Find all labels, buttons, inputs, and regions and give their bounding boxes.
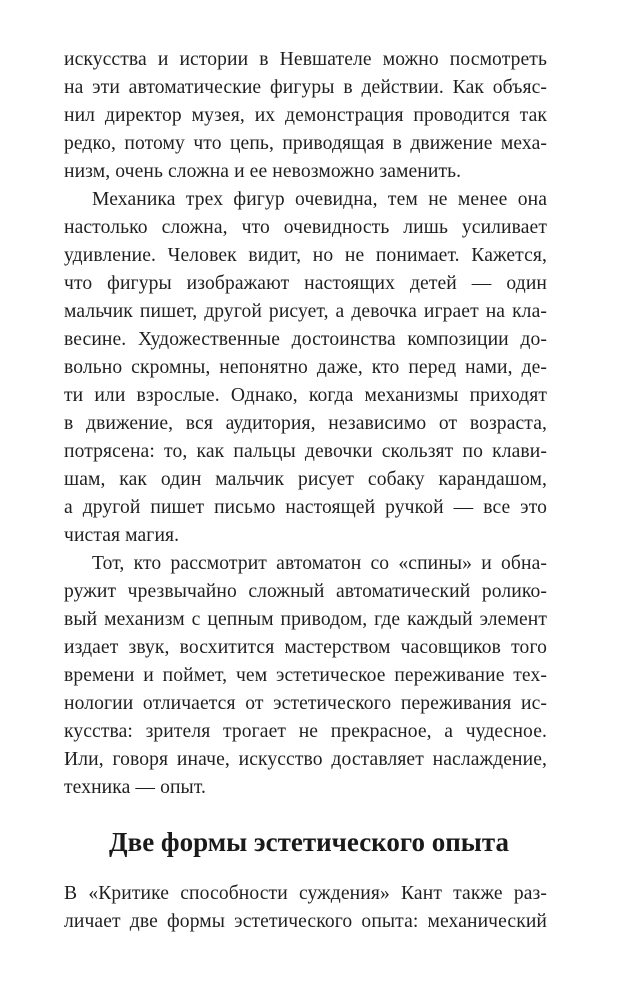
text-line: В «Критике способности суждения» Кант также раз- — [64, 883, 547, 904]
text-line: вый механизм с цепным приводом, где каждый элемент — [64, 609, 547, 630]
text-line: потрясена: то, как пальцы девочки скользят по клави- — [64, 441, 547, 462]
text-line: что фигуры изображают настоящих детей — один — [64, 273, 547, 294]
text-line: Тот, кто рассмотрит автоматон со «спины» и обна- — [92, 553, 547, 574]
text-line: настолько сложна, что очевидность лишь усиливает — [64, 217, 547, 238]
section-heading: Две формы эстетического опыта — [109, 827, 509, 857]
text-line: на эти автоматические фигуры в действии. Как объяс- — [64, 77, 547, 98]
text-line: издает звук, восхитится мастерством часовщиков того — [64, 637, 547, 658]
text-line: личает две формы эстетического опыта: механический — [64, 911, 547, 932]
text-line: нил директор музея, их демонстрация проводится так — [64, 105, 547, 126]
text-line: весине. Художественные достоинства композиции до- — [64, 329, 547, 350]
text-line: кусства: зрителя трогает не прекрасное, а чудесное. — [64, 721, 547, 742]
text-line: нологии отличается от эстетического переживания ис- — [64, 693, 547, 714]
text-line: искусства и истории в Невшателе можно посмотреть — [64, 49, 547, 70]
text-line: мальчик пишет, другой рисует, а девочка играет на кла- — [64, 301, 547, 322]
text-line: ружит чрезвычайно сложный автоматический ролико- — [64, 581, 547, 602]
text-line: времени и поймет, чем эстетическое переживание тех- — [64, 665, 547, 686]
text-line: низм, очень сложна и ее невозможно заменить. — [64, 161, 462, 182]
text-line: вольно скромны, непонятно даже, кто перед нами, де- — [64, 357, 547, 378]
text-line: удивление. Человек видит, но не понимает. Кажется, — [64, 245, 547, 266]
text-line: чистая магия. — [64, 525, 180, 546]
text-line: техника — опыт. — [64, 777, 207, 798]
text-line: шам, как один мальчик рисует собаку карандашом, — [64, 469, 547, 490]
text-line: Механика трех фигур очевидна, тем не менее она — [92, 189, 547, 210]
text-line: Или, говоря иначе, искусство доставляет наслаждение, — [64, 749, 547, 770]
text-line: ти или взрослые. Однако, когда механизмы приходят — [64, 385, 547, 406]
text-line: в движение, вся аудитория, независимо от возраста, — [64, 413, 547, 434]
text-line: а другой пишет письмо настоящей ручкой — все это — [64, 497, 547, 518]
text-line: редко, потому что цепь, приводящая в движение меха- — [64, 133, 547, 154]
